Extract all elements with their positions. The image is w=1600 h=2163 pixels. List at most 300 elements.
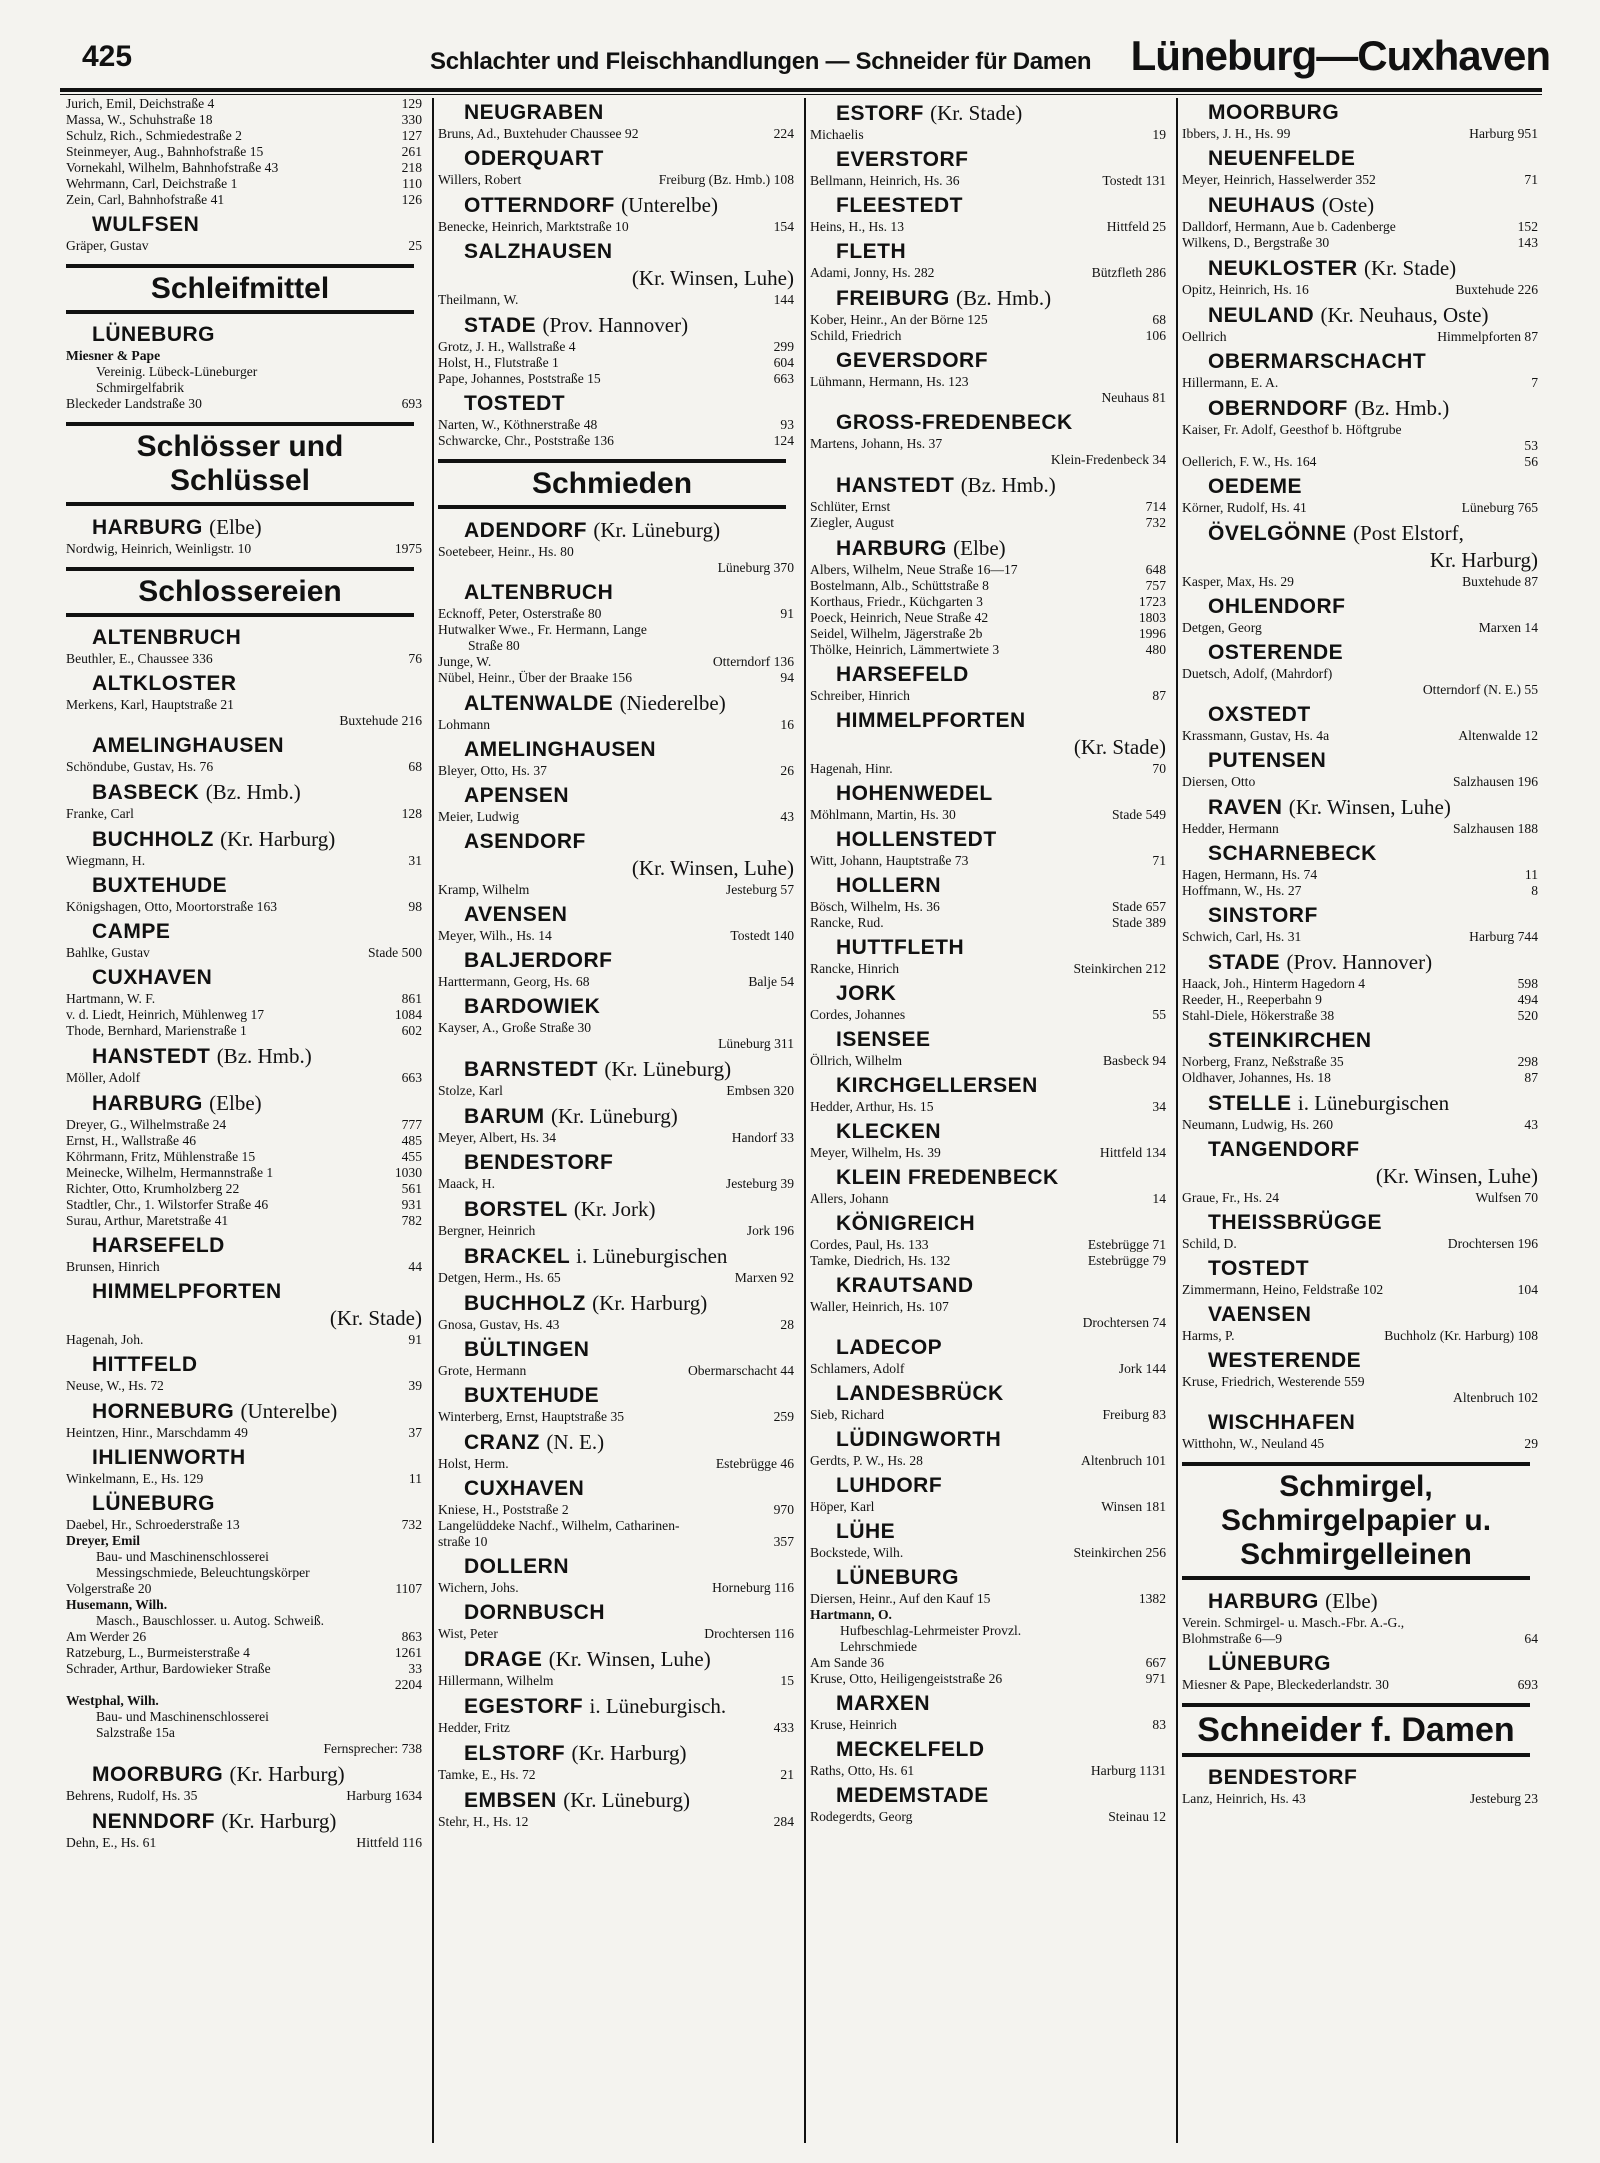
town-heading <box>434 829 794 855</box>
town-name: HANSTEDT <box>92 1045 211 1068</box>
town-name: ESTORF <box>836 102 924 125</box>
entry-number: Drochtersen 196 <box>1447 1236 1538 1251</box>
entry-name: Kramp, Wilhelm <box>438 882 530 897</box>
listing-entry <box>434 1083 794 1099</box>
listing-entry <box>62 1581 422 1597</box>
town-name: FLEESTEDT <box>836 194 964 217</box>
listing-entry <box>434 544 794 560</box>
entry-number: Freiburg 83 <box>1102 1407 1166 1422</box>
listing-entry <box>62 1741 422 1757</box>
listing-entry <box>806 1591 1166 1607</box>
town-heading <box>62 1090 422 1117</box>
town-name: NEUKLOSTER <box>1208 257 1358 280</box>
entry-name: Wichern, Johs. <box>438 1580 519 1595</box>
listing-entry <box>62 1117 422 1133</box>
town-heading <box>806 1273 1166 1299</box>
entry-name: Witt, Johann, Hauptstraße 73 <box>810 853 969 868</box>
town-name: LÜNEBURG <box>92 323 215 346</box>
listing-entry <box>62 160 422 176</box>
entry-number: Steinkirchen 256 <box>1073 1545 1166 1560</box>
entry-number: 26 <box>780 763 794 778</box>
listing-entry <box>806 436 1166 452</box>
entry-number: 667 <box>1145 1655 1166 1670</box>
town-heading <box>1178 395 1538 422</box>
entry-name: Möller, Adolf <box>66 1070 141 1085</box>
entry-name: Norberg, Franz, Neßstraße 35 <box>1182 1054 1344 1069</box>
town-name: MOORBURG <box>1208 101 1340 124</box>
listing-entry <box>62 176 422 192</box>
listing-entry <box>434 1036 794 1052</box>
entry-number: 284 <box>773 1814 794 1829</box>
listing-entry <box>434 1456 794 1472</box>
town-qualifier: (Elbe) <box>209 1091 262 1115</box>
entry-name: Miesner & Pape <box>66 348 161 363</box>
town-name: LÜNEBURG <box>92 1492 215 1515</box>
town-heading <box>434 1787 794 1814</box>
entry-name: Wehrmann, Carl, Deichstraße 1 <box>66 176 238 191</box>
town-heading <box>1178 255 1538 282</box>
entry-number: Lüneburg 311 <box>718 1036 794 1051</box>
entry-number: 732 <box>401 1517 422 1532</box>
listing-entry <box>62 759 422 775</box>
entry-number: 87 <box>1152 688 1166 703</box>
town-qualifier: (Elbe) <box>209 515 262 539</box>
entry-number: 455 <box>401 1149 422 1164</box>
entry-name: Bösch, Wilhelm, Hs. 36 <box>810 899 940 914</box>
town-heading <box>1178 474 1538 500</box>
entry-number: Estebrügge 71 <box>1087 1237 1166 1252</box>
town-name: ELSTORF <box>464 1742 566 1765</box>
entry-name: Bleckeder Landstraße 30 <box>66 396 202 411</box>
listing-entry <box>1178 574 1538 590</box>
town-qualifier: i. Lüneburgischen <box>1297 1091 1450 1115</box>
town-qualifier: (Kr. Harburg) <box>592 1291 708 1315</box>
town-qualifier: (Kr. Harburg) <box>229 1762 345 1786</box>
town-qualifier: (Kr. Lüneburg) <box>604 1057 732 1081</box>
entry-number <box>788 1518 794 1534</box>
entry-number: 485 <box>401 1133 422 1148</box>
entry-detail: Lehrschmiede <box>840 1639 917 1654</box>
town-heading <box>1178 192 1538 219</box>
entry-name: Holst, H., Flutstraße 1 <box>438 355 559 370</box>
listing-entry <box>62 1213 422 1229</box>
listing-entry <box>1178 282 1538 298</box>
town-heading-continued <box>62 1305 422 1332</box>
town-name: KLECKEN <box>836 1120 942 1143</box>
listing-entry <box>62 806 422 822</box>
listing-entry <box>806 452 1166 468</box>
entry-number: 663 <box>773 371 794 386</box>
listing-entry <box>806 610 1166 626</box>
town-heading <box>1178 949 1538 976</box>
town-name: BUCHHOLZ <box>92 828 214 851</box>
listing-entry <box>1178 329 1538 345</box>
town-name: BÜLTINGEN <box>464 1338 590 1361</box>
town-heading <box>62 671 422 697</box>
listing-entry <box>806 1655 1166 1671</box>
town-heading <box>434 994 794 1020</box>
entry-number <box>788 622 794 638</box>
town-qualifier: (Niederelbe) <box>619 691 726 715</box>
entry-number: 1107 <box>395 1581 422 1596</box>
entry-name: Michaelis <box>810 127 864 142</box>
entry-number: Otterndorf 136 <box>712 654 794 669</box>
town-name: GEVERSDORF <box>836 349 989 372</box>
town-name: AVENSEN <box>464 903 568 926</box>
listing-entry <box>434 928 794 944</box>
entry-name: Hoffmann, W., Hs. 27 <box>1182 883 1302 898</box>
town-heading <box>434 517 794 544</box>
entry-number: Jork 196 <box>746 1223 794 1238</box>
entry-name: Cordes, Johannes <box>810 1007 906 1022</box>
entry-number <box>1532 1374 1538 1390</box>
town-name: FLETH <box>836 240 907 263</box>
town-name: BUXTEHUDE <box>92 874 228 897</box>
listing-entry <box>434 417 794 433</box>
town-heading <box>434 391 794 417</box>
town-heading <box>62 1352 422 1378</box>
town-heading <box>434 100 794 126</box>
entry-name: Husemann, Wilh. <box>66 1597 168 1612</box>
entry-name: Tamke, E., Hs. 72 <box>438 1767 536 1782</box>
entry-number: 43 <box>1524 1117 1538 1132</box>
entry-name: Lohmann <box>438 717 491 732</box>
entry-number: Harburg 744 <box>1469 929 1538 944</box>
entry-number: 126 <box>401 192 422 207</box>
entry-number: Balje 54 <box>748 974 794 989</box>
town-heading <box>806 708 1166 734</box>
listing-entry <box>1178 620 1538 636</box>
entry-name: Kaiser, Fr. Adolf, Geesthof b. Höftgrube <box>1182 422 1402 437</box>
town-name: HARSEFELD <box>92 1234 225 1257</box>
town-heading <box>434 1103 794 1130</box>
entry-name: Gerdts, P. W., Hs. 28 <box>810 1453 923 1468</box>
entry-name: Schwarcke, Chr., Poststraße 136 <box>438 433 614 448</box>
entry-number: 154 <box>773 219 794 234</box>
town-heading <box>806 1165 1166 1191</box>
town-heading <box>806 1381 1166 1407</box>
town-qualifier: (Bz. Hmb.) <box>1354 396 1450 420</box>
listing-entry <box>1178 219 1538 235</box>
town-qualifier: (Kr. Harburg) <box>220 827 336 851</box>
listing-entry <box>62 1023 422 1039</box>
listing-entry <box>1178 821 1538 837</box>
listing-entry <box>434 355 794 371</box>
listing-entry <box>434 1720 794 1736</box>
entry-name: Seidel, Wilhelm, Jägerstraße 2b <box>810 626 983 641</box>
category-heading: Schlösser und Schlüssel <box>66 422 414 506</box>
listing-entry <box>62 96 422 112</box>
entry-number: Embsen 320 <box>726 1083 794 1098</box>
entry-name: Meyer, Wilh., Hs. 14 <box>438 928 552 943</box>
town-qualifier: (Kr. Stade) <box>1073 735 1166 759</box>
entry-name: Winterberg, Ernst, Hauptstraße 35 <box>438 1409 625 1424</box>
entry-number: 1084 <box>394 1007 422 1022</box>
entry-name: Schlüter, Ernst <box>810 499 891 514</box>
town-name: IHLIENWORTH <box>92 1446 246 1469</box>
entry-name <box>438 560 712 576</box>
listing-entry <box>62 1007 422 1023</box>
town-heading <box>62 1043 422 1070</box>
entry-name <box>1182 682 1417 698</box>
town-heading <box>806 935 1166 961</box>
listing-entry <box>434 1223 794 1239</box>
entry-name: Grote, Hermann <box>438 1363 527 1378</box>
town-name: HARBURG <box>1208 1590 1319 1613</box>
listing-entry <box>62 1835 422 1851</box>
listing-entry <box>1178 1236 1538 1252</box>
category-heading: Schmirgel, Schmirgelpapier u. Schmirgelleinen <box>1182 1462 1530 1580</box>
entry-number <box>416 1693 422 1709</box>
entry-name: Cordes, Paul, Hs. 133 <box>810 1237 929 1252</box>
entry-name: Zein, Carl, Bahnhofstraße 41 <box>66 192 225 207</box>
town-name: BUXTEHUDE <box>464 1384 600 1407</box>
entry-name: Witthohn, W., Neuland 45 <box>1182 1436 1325 1451</box>
listing-entry <box>806 853 1166 869</box>
entry-name: Albers, Wilhelm, Neue Straße 16—17 <box>810 562 1018 577</box>
listing-entry <box>806 1053 1166 1069</box>
town-heading <box>62 625 422 651</box>
entry-name: Rodegerdts, Georg <box>810 1809 913 1824</box>
entry-name: Ecknoff, Peter, Osterstraße 80 <box>438 606 602 621</box>
entry-name: Steinmeyer, Aug., Bahnhofstraße 15 <box>66 144 264 159</box>
town-heading <box>434 580 794 606</box>
listing-entry <box>806 499 1166 515</box>
entry-name <box>66 713 333 729</box>
town-qualifier: (Prov. Hannover) <box>1286 950 1433 974</box>
town-heading <box>806 1565 1166 1591</box>
town-heading <box>434 902 794 928</box>
entry-number: 127 <box>401 128 422 143</box>
entry-number: Estebrügge 46 <box>715 1456 794 1471</box>
entry-number: Harburg 1634 <box>346 1788 422 1803</box>
town-qualifier: (Kr. Harburg) <box>221 1809 337 1833</box>
town-heading-continued <box>806 734 1166 761</box>
town-name: KRAUTSAND <box>836 1274 974 1297</box>
entry-name: Am Sande 36 <box>810 1655 885 1670</box>
town-heading <box>62 1233 422 1259</box>
listing-entry <box>434 1534 794 1550</box>
town-name: ÖVELGÖNNE <box>1208 522 1347 545</box>
listing-entry <box>806 312 1166 328</box>
listing-entry <box>1178 774 1538 790</box>
entry-name: Bruns, Ad., Buxtehuder Chaussee 92 <box>438 126 639 141</box>
entry-number: 494 <box>1517 992 1538 1007</box>
town-name: HORNEBURG <box>92 1400 235 1423</box>
entry-name: Körner, Rudolf, Hs. 41 <box>1182 500 1307 515</box>
entry-name: Neumann, Ludwig, Hs. 260 <box>1182 1117 1334 1132</box>
entry-name: Junge, W. <box>438 654 492 669</box>
listing-entry <box>806 1099 1166 1115</box>
listing-entry <box>62 192 422 208</box>
entry-number: Neuhaus 81 <box>1101 390 1166 405</box>
entry-number: 29 <box>1524 1436 1538 1451</box>
listing-entry <box>434 882 794 898</box>
town-heading <box>434 1646 794 1673</box>
listing-entry <box>806 1191 1166 1207</box>
entry-detail: Bau- und Maschinenschlosserei <box>96 1709 269 1724</box>
entry-name <box>810 1315 1077 1331</box>
entry-name: Meyer, Wilhelm, Hs. 39 <box>810 1145 941 1160</box>
entry-name: Bergner, Heinrich <box>438 1223 536 1238</box>
listing-entry <box>806 899 1166 915</box>
town-heading <box>434 239 794 265</box>
town-qualifier: (Post Elstorf, <box>1353 521 1464 545</box>
town-name: DOLLERN <box>464 1555 569 1578</box>
listing-entry <box>806 1237 1166 1253</box>
entry-name: Stadtler, Chr., 1. Wilstorfer Straße 46 <box>66 1197 269 1212</box>
town-heading <box>1178 146 1538 172</box>
listing-entry <box>62 1197 422 1213</box>
entry-number <box>1532 1615 1538 1631</box>
entry-number: Tostedt 140 <box>730 928 794 943</box>
entry-name: Königshagen, Otto, Moortorstraße 163 <box>66 899 278 914</box>
town-name: BRACKEL <box>464 1245 570 1268</box>
entry-name: Martens, Johann, Hs. 37 <box>810 436 943 451</box>
town-heading <box>434 1243 794 1270</box>
listing-entry <box>1178 666 1538 682</box>
entry-number: 1723 <box>1138 594 1166 609</box>
entry-name: Daebel, Hr., Schroederstraße 13 <box>66 1517 240 1532</box>
page-number: 425 <box>82 40 133 73</box>
town-name: APENSEN <box>464 784 570 807</box>
listing-entry <box>62 697 422 713</box>
entry-number: Horneburg 116 <box>712 1580 794 1595</box>
town-heading <box>1178 903 1538 929</box>
listing-entry <box>806 1299 1166 1315</box>
entry-name: Oellrich <box>1182 329 1227 344</box>
entry-number: 602 <box>401 1023 422 1038</box>
listing-entry <box>434 717 794 733</box>
town-qualifier: (Unterelbe) <box>240 1399 338 1423</box>
entry-name: Dreyer, Emil <box>66 1533 140 1548</box>
entry-name: Dalldorf, Hermann, Aue b. Cadenberge <box>1182 219 1396 234</box>
entry-name: Kruse, Friedrich, Westerende 559 <box>1182 1374 1365 1389</box>
listing-entry <box>1178 172 1538 188</box>
listing-entry <box>434 433 794 449</box>
entry-name: Allers, Johann <box>810 1191 889 1206</box>
listing-entry <box>62 1332 422 1348</box>
listing-entry <box>62 1517 422 1533</box>
town-name: ISENSEE <box>836 1028 931 1051</box>
entry-name: v. d. Liedt, Heinrich, Mühlenweg 17 <box>66 1007 265 1022</box>
town-name: ODERQUART <box>464 147 604 170</box>
listing-entry <box>1178 454 1538 470</box>
entry-number: Buxtehude 216 <box>339 713 422 728</box>
town-name: LÜNEBURG <box>836 1566 959 1589</box>
entry-number: 782 <box>401 1213 422 1228</box>
listing-entry <box>62 112 422 128</box>
listing-entry <box>806 1361 1166 1377</box>
town-name: BARNSTEDT <box>464 1058 598 1081</box>
town-name: JORK <box>836 982 897 1005</box>
town-name: SALZHAUSEN <box>464 240 613 263</box>
listing-entry <box>434 1020 794 1036</box>
entry-name: Maack, H. <box>438 1176 495 1191</box>
town-name: TANGENDORF <box>1208 1138 1360 1161</box>
entry-name: Hedder, Hermann <box>1182 821 1279 836</box>
town-qualifier: (Prov. Hannover) <box>542 313 689 337</box>
entry-name: Ratzeburg, L., Burmeisterstraße 4 <box>66 1645 250 1660</box>
entry-name: Harttermann, Georg, Hs. 68 <box>438 974 590 989</box>
town-qualifier: (Kr. Jork) <box>573 1197 656 1221</box>
entry-number: Himmelpforten 87 <box>1437 329 1538 344</box>
listing-entry <box>62 541 422 557</box>
entry-name: Hartmann, W. F. <box>66 991 156 1006</box>
entry-name: Behrens, Rudolf, Hs. 35 <box>66 1788 198 1803</box>
town-heading <box>62 1279 422 1305</box>
town-heading-continued <box>434 855 794 882</box>
entry-name: Duetsch, Adolf, (Mahrdorf) <box>1182 666 1333 681</box>
entry-name: Nordwig, Heinrich, Weinligstr. 10 <box>66 541 252 556</box>
listing-entry <box>1178 1282 1538 1298</box>
listing-entry <box>806 1315 1166 1331</box>
entry-number: 224 <box>773 126 794 141</box>
entry-number: Jesteburg 39 <box>725 1176 794 1191</box>
entry-number: 104 <box>1517 1282 1538 1297</box>
entry-name: Bockstede, Wilh. <box>810 1545 904 1560</box>
listing-entry <box>62 238 422 254</box>
entry-number <box>788 1020 794 1036</box>
entry-name: Höper, Karl <box>810 1499 875 1514</box>
entry-number: 19 <box>1152 127 1166 142</box>
entry-number: 1261 <box>394 1645 422 1660</box>
entry-name: Hagenah, Joh. <box>66 1332 144 1347</box>
town-heading <box>806 1335 1166 1361</box>
listing-entry <box>434 1317 794 1333</box>
town-name: THEISSBRÜGGE <box>1208 1211 1383 1234</box>
listing-entry <box>434 1363 794 1379</box>
town-heading <box>434 690 794 717</box>
town-qualifier: (Kr. Stade) <box>930 101 1023 125</box>
town-qualifier: (N. E.) <box>546 1430 605 1454</box>
entry-number: 663 <box>401 1070 422 1085</box>
entry-number: 863 <box>401 1629 422 1644</box>
town-qualifier: (Kr. Winsen, Luhe) <box>1288 795 1451 819</box>
town-name: HARBURG <box>92 516 203 539</box>
town-heading <box>806 1119 1166 1145</box>
category-heading: Schlossereien <box>66 567 414 617</box>
entry-name: Raths, Otto, Hs. 61 <box>810 1763 915 1778</box>
listing-entry <box>1178 1374 1538 1390</box>
listing-entry <box>806 328 1166 344</box>
town-name: MARXEN <box>836 1692 931 1715</box>
listing-entry <box>1178 1190 1538 1206</box>
entry-name: Harms, P. <box>1182 1328 1235 1343</box>
entry-number <box>1160 1607 1166 1623</box>
entry-number: Altenbruch 101 <box>1081 1453 1166 1468</box>
entry-number: 8 <box>1531 883 1538 898</box>
category-heading: Schleifmittel <box>66 264 414 314</box>
entry-name: Thode, Bernhard, Marienstraße 1 <box>66 1023 247 1038</box>
listing-entry <box>806 961 1166 977</box>
listing-entry <box>62 1629 422 1645</box>
entry-name: Meinecke, Wilhelm, Hermannstraße 1 <box>66 1165 274 1180</box>
town-heading <box>434 1740 794 1767</box>
entry-number: Drochtersen 74 <box>1082 1315 1166 1330</box>
entry-number <box>416 1533 422 1549</box>
entry-name: Detgen, Georg <box>1182 620 1262 635</box>
town-heading <box>62 733 422 759</box>
entry-detail: Salzstraße 15a <box>96 1725 175 1740</box>
town-name: HITTFELD <box>92 1353 198 1376</box>
entry-name: Adami, Jonny, Hs. 282 <box>810 265 935 280</box>
entry-name: Graue, Fr., Hs. 24 <box>1182 1190 1280 1205</box>
town-name: GROSS-FREDENBECK <box>836 411 1073 434</box>
entry-number: 64 <box>1524 1631 1538 1646</box>
listing-entry <box>806 127 1166 143</box>
listing-entry <box>1178 235 1538 251</box>
